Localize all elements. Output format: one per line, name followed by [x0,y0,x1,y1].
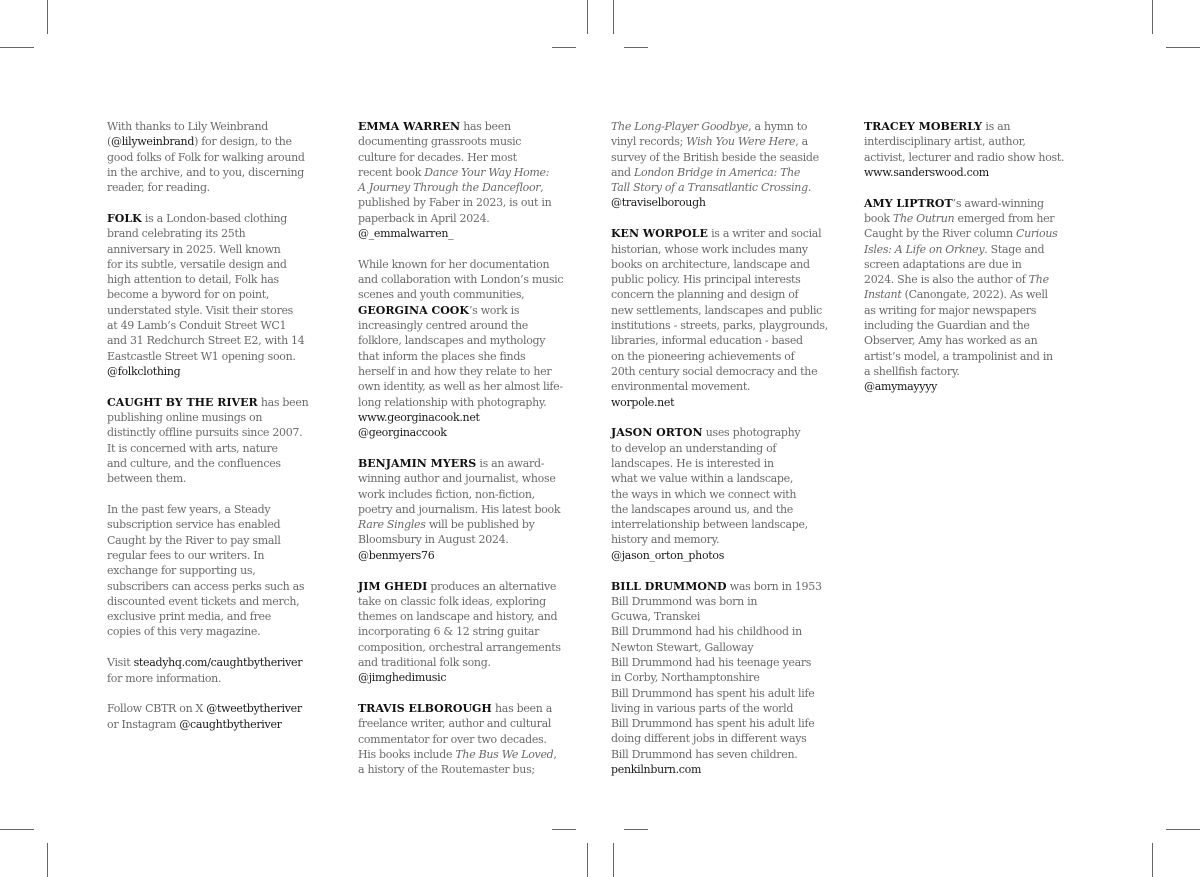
column-4 [864,119,1112,410]
body-text: Visit [107,656,134,670]
link-text: worpole.net [611,395,675,409]
crop-mark [613,843,614,877]
title-italic: The Long-Player Goodbye [611,120,749,133]
paragraph [611,226,859,410]
link-text: www.georginacook.net @georginaccook [358,410,480,440]
crop-mark [1152,843,1153,877]
body-text: In the past few years, a Steady subscription service has enabled Caught by the River to pay small regular fees to our writers. In exchange for supporting us, subscribers can access perks such as discounted event tickets and merch, exclusive print media, and free copies of this very magazine. [107,503,305,639]
body-text: . [807,181,812,195]
crop-mark [624,829,648,830]
name-heading: TRACEY MOBERLY [864,120,983,133]
paragraph [107,655,355,686]
crop-mark [587,0,588,34]
crop-mark [1152,0,1153,34]
paragraph [358,579,606,686]
name-heading: JASON ORTON [611,426,703,440]
body-text: (Canongate, 2022). As well as writing for major newspapers including the Guardian and the Observer, Amy has worked as an artist’s model, a trampolinist and in a shellfish factory. [864,288,1053,378]
body-text: . Stage and screen adaptations are due in 2024. She is also the author of [864,242,1045,287]
body-text: produces an alternative take on classic folk ideas, exploring themes on landscape and history, and incorporating 6 & 12 string guitar composition, orchestral arrangements and traditional folk song. [358,579,561,669]
crop-mark [587,843,588,877]
body-text: has been a freelance writer, author and cultural commentator for over two decades. His books include [358,702,553,761]
name-heading: KEN WORPOLE [611,227,708,241]
title-italic: Wish You Were Here [686,135,796,149]
body-text: ’s award-winning book [864,196,1044,225]
body-text: ) for design, to the good folks of Folk for walking around in the archive, and to you, discerning reader, for reading. [107,135,305,195]
paragraph [358,701,606,777]
body-text: emerged from her Caught by the River column [864,211,1055,241]
name-heading: EMMA WARREN [358,120,461,133]
crop-mark [1166,47,1200,48]
crop-mark [624,47,648,48]
link-text: @benmyers76 [358,548,435,562]
link-text: @lilyweinbrand [111,135,195,149]
paragraph [611,579,859,778]
title-italic: Rare Singles [358,518,426,532]
name-heading: JIM GHEDI [358,579,428,593]
body-text: has been documenting grassroots music culture for decades. Her most recent book [358,120,522,179]
name-heading: BENJAMIN MYERS [358,456,477,470]
body-text: ’s work is increasingly centred around the folklore, landscapes and mythology that inform the places she finds herself in and how they relate to her own identity, as well as her almost life- long relationship with photography. [358,303,563,409]
link-text: @caughtbytheriver [179,717,282,731]
paragraph [107,211,355,379]
column-1 [107,119,355,747]
link-text: @_emmalwarren_ [358,227,454,241]
paragraph [864,196,1112,395]
link-text: @jimghedimusic [358,671,447,685]
column-3 [611,119,859,793]
paragraph [107,701,355,732]
name-heading: FOLK [107,211,142,225]
paragraph [358,119,606,241]
paragraph [107,502,355,640]
name-heading: GEORGINA COOK [358,303,469,317]
body-text: While known for her documentation and collaboration with London’s music scenes and youth communities, [358,257,564,302]
body-text: Follow CBTR on X [107,702,207,716]
body-text: , published by Faber in 2023, is out in paperback in April 2024. [358,181,552,225]
body-text: , a hymn to vinyl records; [611,120,808,149]
title-italic: Dance Your Way Home: A Journey Through the Dancefloor [358,165,550,195]
paragraph [358,456,606,563]
crop-mark [613,0,614,34]
title-italic: The Bus We Loved [455,747,554,761]
title-italic: The Instant [864,273,1049,302]
name-heading: TRAVIS ELBOROUGH [358,702,492,716]
paragraph [611,425,859,563]
paragraph [864,119,1112,180]
title-italic: The Outrun [892,211,955,225]
link-text: www.sanderswood.com [864,165,989,179]
body-text: is an award- winning author and journalist, whose work includes fiction, non-fiction, poetry and journalism. His latest book [358,456,561,516]
body-text: , a history of the Routemaster bus; [358,747,557,777]
body-text: is an interdisciplinary artist, author, activist, lecturer and radio show host. [864,120,1065,164]
crop-mark [552,829,576,830]
crop-mark [0,829,34,830]
body-text: With thanks to Lily Weinbrand ( [107,120,268,149]
paragraph [107,119,355,195]
link-text: penkilnburn.com [611,763,702,777]
link-text: steadyhq.com/caughtbytheriver [133,656,303,670]
paragraph [358,257,606,441]
crop-mark [47,843,48,877]
body-text: , a survey of the British beside the seaside and [611,135,819,179]
body-text: for more information. [107,671,222,685]
paragraph [611,119,859,211]
body-text: or Instagram [107,717,177,731]
body-text: is a writer and social historian, whose work includes many books on architecture, landscape and public policy. His principal interests concern the planning and design of new settlements, landscapes and public institutions - streets, parks, playgrounds, libraries, informal education - based on the pioneering achievements of 20th century social democracy and the environmental movement. [611,227,828,394]
body-text: was born in 1953 Bill Drummond was born in Gcuwa, Transkei Bill Drummond had his childhood in Newton Stewart, Galloway Bill Drummond had his teenage years in Corby, Northamptonshire Bill Drummond has spent his adult life living in various parts of the world Bill Drummond has spent his adult life doing different jobs in different ways Bill Drummond has seven children. [611,579,822,761]
column-2 [358,119,606,793]
crop-mark [0,47,34,48]
body-text: will be published by Bloomsbury in August 2024. [358,518,535,547]
body-text: is a London-based clothing brand celebrating its 25th anniversary in 2025. Well known for its subtle, versatile design and high attention to detail, Folk has become a byword for on point, understated style. Visit their stores at 49 Lamb’s Conduit Street WC1 and 31 Redchurch Street E2, with 14 Eastcastle Street W1 opening soon. [107,211,305,363]
link-text: @folkclothing [107,364,181,378]
link-text: @jason_orton_photos [611,548,725,562]
link-text: @traviselborough [611,196,706,210]
paragraph [107,395,355,487]
crop-mark [1166,829,1200,830]
link-text: @tweetbytheriver [206,702,302,716]
link-text: @amymayyyy [864,380,938,394]
name-heading: BILL DRUMMOND [611,579,727,593]
name-heading: AMY LIPTROT [864,196,953,210]
body-text: has been publishing online musings on distinctly offline pursuits since 2007. It is concerned with arts, nature and culture, and the confluences between them. [107,395,309,486]
title-italic: London Bridge in America: The Tall Story of a Transatlantic Crossing [611,165,808,195]
title-italic: Curious Isles: A Life on Orkney [864,227,1058,256]
crop-mark [47,0,48,34]
crop-mark [552,47,576,48]
body-text: uses photography to develop an understanding of landscapes. He is interested in what we value within a landscape, the ways in which we connect with the landscapes around us, and the interrelationship between landscape, history and memory. [611,426,808,547]
name-heading: CAUGHT BY THE RIVER [107,395,258,409]
